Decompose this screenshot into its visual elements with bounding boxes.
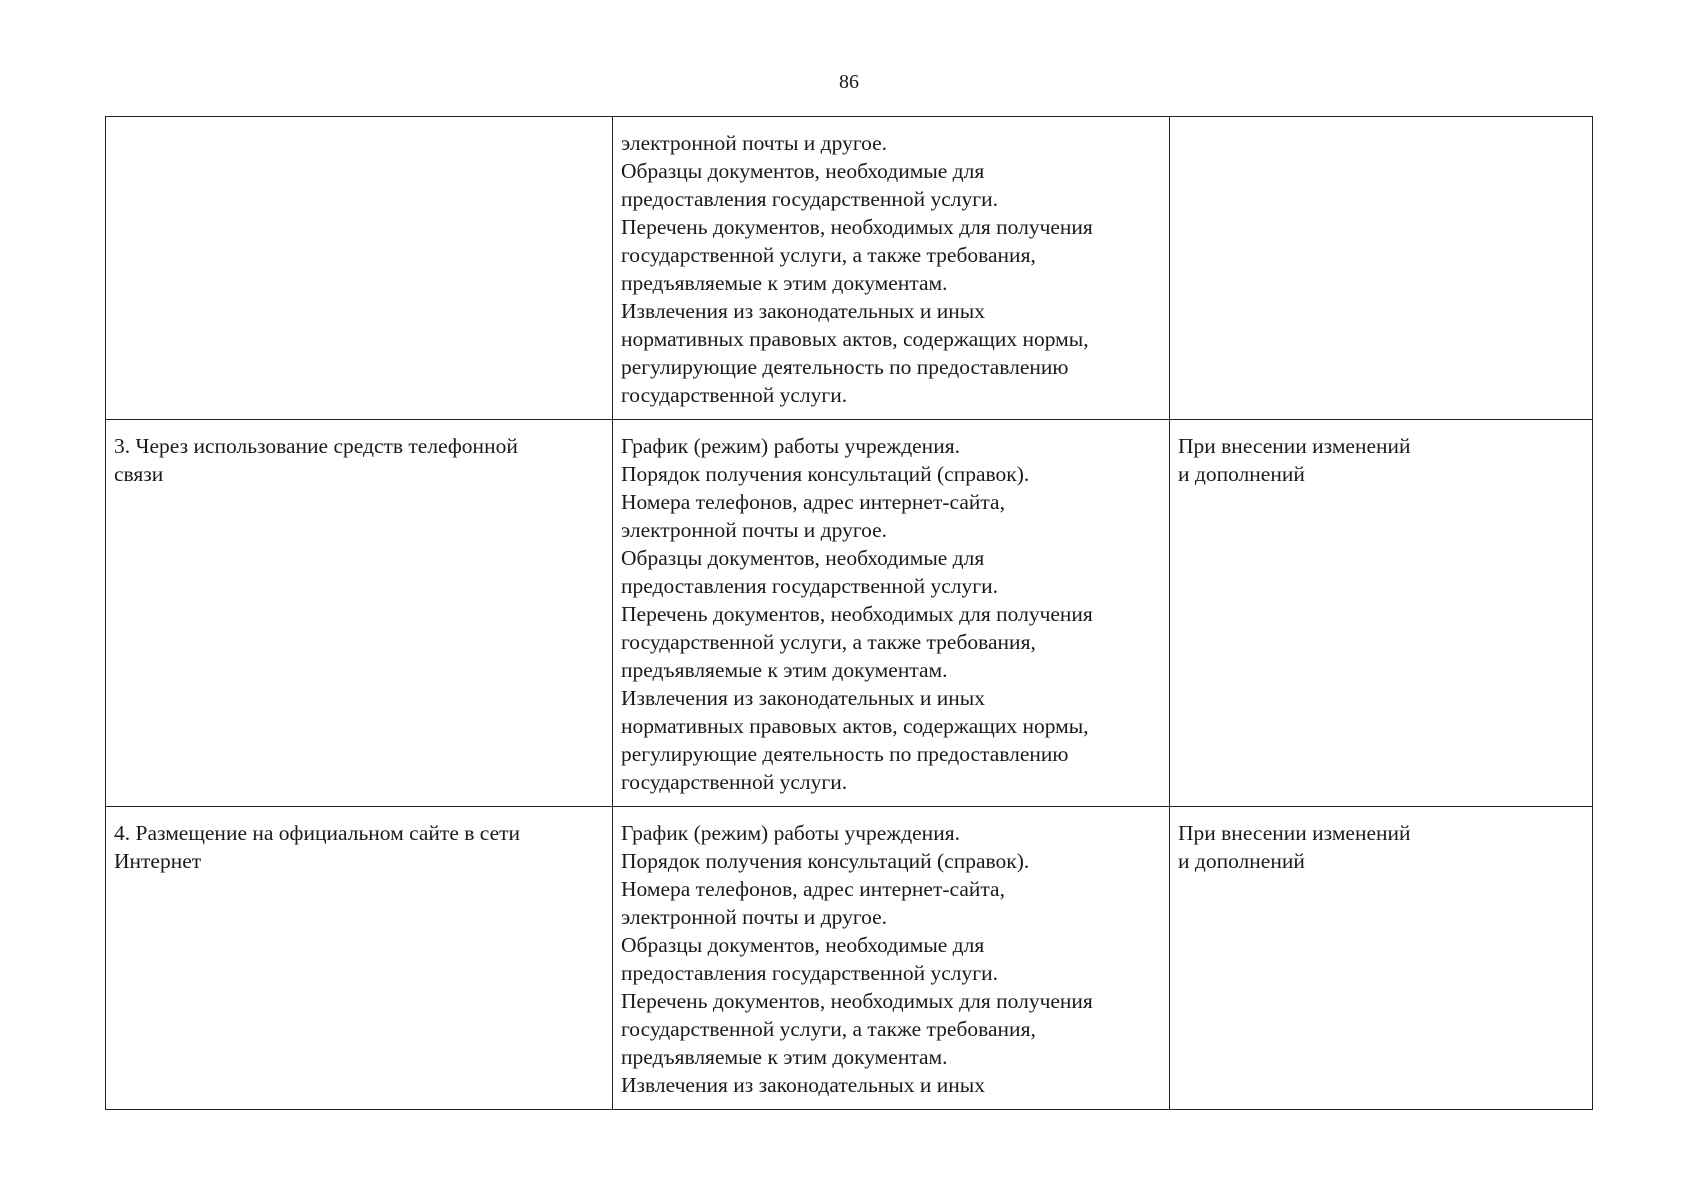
content-cell [613, 117, 1170, 420]
content-line: предъявляемые к этим документам. [621, 658, 948, 682]
method-line: 3. Через использование средств телефонной [114, 434, 518, 458]
content-line: нормативных правовых актов, содержащих нормы, [621, 327, 1089, 351]
content-line: Перечень документов, необходимых для получения [621, 989, 1093, 1013]
content-cell [613, 420, 1170, 807]
content-line: электронной почты и другое. [621, 905, 888, 929]
frequency-line: и дополнений [1178, 849, 1305, 873]
content-line: График (режим) работы учреждения. [621, 821, 960, 845]
method-line: Интернет [114, 849, 202, 873]
method-cell [106, 420, 613, 807]
content-line: регулирующие деятельность по предоставлению [621, 742, 1069, 766]
content-line: Извлечения из законодательных и иных [621, 1073, 985, 1097]
method-cell [106, 807, 613, 1110]
content-line: Образцы документов, необходимые для [621, 933, 985, 957]
content-line: Номера телефонов, адрес интернет-сайта, [621, 877, 1005, 901]
content-line: государственной услуги. [621, 383, 848, 407]
content-line: предоставления государственной услуги. [621, 961, 998, 985]
content-line: электронной почты и другое. [621, 518, 888, 542]
content-line: Извлечения из законодательных и иных [621, 686, 985, 710]
frequency-cell [1170, 807, 1593, 1110]
content-line: Порядок получения консультаций (справок). [621, 462, 1030, 486]
content-line: Порядок получения консультаций (справок). [621, 849, 1030, 873]
frequency-cell [1170, 420, 1593, 807]
content-line: нормативных правовых актов, содержащих нормы, [621, 714, 1089, 738]
method-line: 4. Размещение на официальном сайте в сети [114, 821, 521, 845]
content-line: Перечень документов, необходимых для получения [621, 602, 1093, 626]
content-line: Образцы документов, необходимые для [621, 546, 985, 570]
frequency-line: и дополнений [1178, 462, 1305, 486]
content-line: Номера телефонов, адрес интернет-сайта, [621, 490, 1005, 514]
table-row [106, 420, 1593, 807]
content-cell [613, 807, 1170, 1110]
content-line: предъявляемые к этим документам. [621, 271, 948, 295]
table-row [106, 807, 1593, 1110]
content-line: предоставления государственной услуги. [621, 187, 998, 211]
frequency-line: При внесении изменений [1178, 821, 1411, 845]
method-cell [106, 117, 613, 420]
content-line: График (режим) работы учреждения. [621, 434, 960, 458]
method-line: связи [114, 462, 164, 486]
page-number: 86 [839, 71, 859, 93]
content-line: государственной услуги, а также требования, [621, 1017, 1036, 1041]
frequency-line: При внесении изменений [1178, 434, 1411, 458]
table-row [106, 117, 1593, 420]
frequency-cell [1170, 117, 1593, 420]
content-line: государственной услуги, а также требования, [621, 630, 1036, 654]
content-line: государственной услуги, а также требования, [621, 243, 1036, 267]
content-line: Перечень документов, необходимых для получения [621, 215, 1093, 239]
content-line: государственной услуги. [621, 770, 848, 794]
content-line: предоставления государственной услуги. [621, 574, 998, 598]
content-line: Образцы документов, необходимые для [621, 159, 985, 183]
content-line: регулирующие деятельность по предоставлению [621, 355, 1069, 379]
content-line: электронной почты и другое. [621, 131, 888, 155]
info-table [105, 116, 1593, 1110]
content-line: предъявляемые к этим документам. [621, 1045, 948, 1069]
content-line: Извлечения из законодательных и иных [621, 299, 985, 323]
